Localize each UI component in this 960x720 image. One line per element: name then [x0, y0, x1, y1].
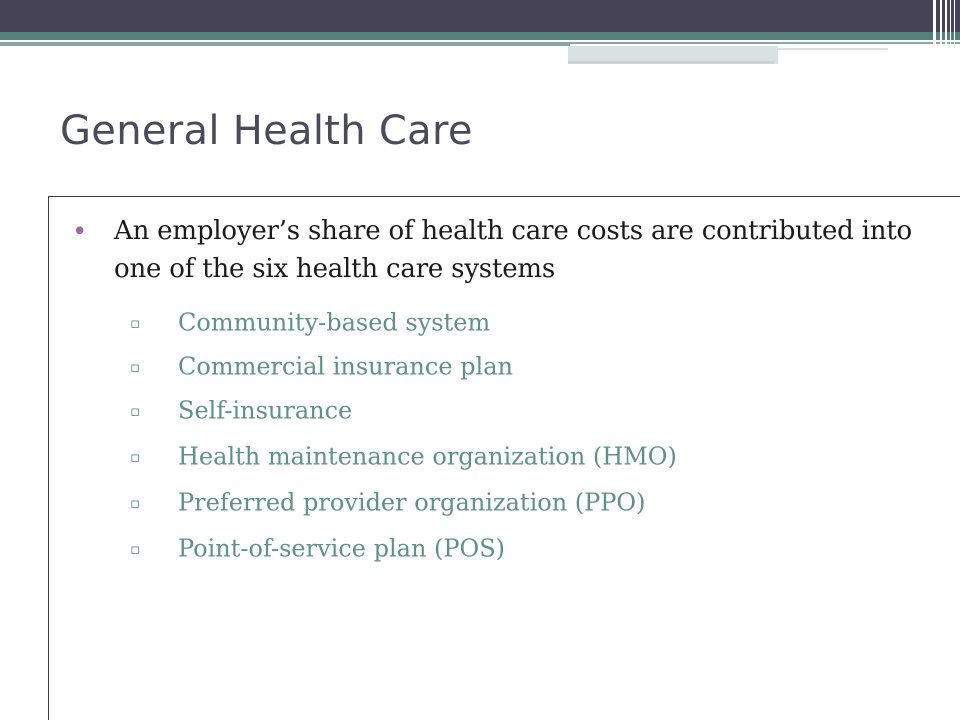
banner-stripe: [950, 0, 951, 64]
sub-bullet-label: Preferred provider organization (PPO): [178, 488, 646, 517]
sub-bullet-item: [130, 349, 930, 383]
banner-accent-line: [0, 42, 570, 46]
banner-accent-line: [778, 48, 888, 50]
sub-bullet-label: Point-of-service plan (POS): [178, 534, 506, 563]
bullet-marker-icon: •: [72, 217, 88, 247]
sub-bullet-label: Commercial insurance plan: [178, 352, 513, 381]
banner-stripe: [940, 0, 942, 64]
sub-bullet-item: [130, 439, 930, 473]
banner-dark-band: [0, 0, 960, 32]
banner-teal-band: [0, 32, 960, 40]
sub-bullet-item: [130, 393, 930, 427]
slide-title: General Health Care: [60, 108, 473, 154]
banner-stripe: [933, 0, 936, 64]
sub-bullet-item: [130, 531, 930, 565]
square-bullet-icon: ▫: [130, 493, 141, 512]
square-bullet-icon: ▫: [130, 313, 141, 332]
banner-accent-line: [568, 42, 960, 44]
sub-bullet-label: Health maintenance organization (HMO): [178, 442, 677, 471]
sub-bullet-item: [130, 485, 930, 519]
square-bullet-icon: ▫: [130, 357, 141, 376]
sub-bullet-label: Community-based system: [178, 308, 491, 337]
square-bullet-icon: ▫: [130, 539, 141, 558]
banner-accent-line: [568, 61, 774, 64]
sub-bullet-label: Self-insurance: [178, 396, 353, 425]
sub-bullet-item: [130, 305, 930, 339]
square-bullet-icon: ▫: [130, 447, 141, 466]
square-bullet-icon: ▫: [130, 401, 141, 420]
bullet-text: An employer’s share of health care costs are contributed into one of the six health care systems: [114, 216, 913, 284]
banner-stripe: [945, 0, 947, 64]
banner-stripe: [954, 0, 955, 64]
